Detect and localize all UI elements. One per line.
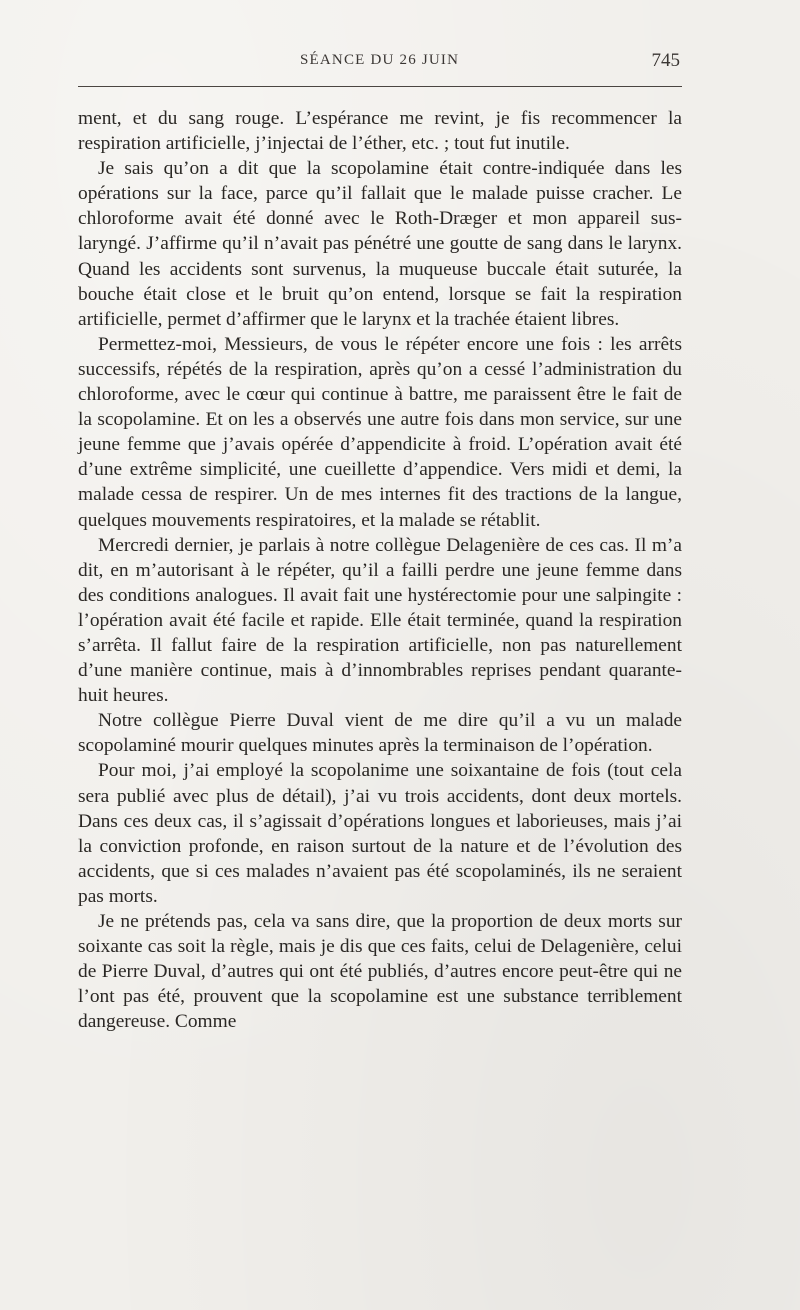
paragraph: Notre collègue Pierre Duval vient de me dire qu’il a vu un malade scopolaminé mourir quelques minutes après la terminaison de l’opération. — [78, 710, 682, 757]
paragraph-continued: ment, et du sang rouge. L’espérance me revint, je fis recommencer la respiration artificielle, j’injectai de l’éther, etc. ; tout fut inutile. — [78, 108, 682, 155]
page-header — [78, 52, 682, 72]
running-head: SÉANCE DU 26 JUIN — [300, 52, 460, 68]
page-number: 745 — [651, 50, 680, 71]
paragraph: Permettez-moi, Messieurs, de vous le répéter encore une fois : les arrêts successifs, répétés de la respiration, après qu’on a cessé l’administration du chloroforme, avec le cœur qui continue à battre, me paraissent être le fait de la scopolamine. Et on les a observés une autre fois dans mon service, sur une jeune femme que j’avais opérée d’appendicite à froid. L’opération avait été d’une extrême simplicité, une cueillette d’appendice. Vers midi et demi, la malade cessa de respirer. Un de mes internes fit des tractions de la langue, quelques mouvements respiratoires, et la malade se rétablit. — [78, 333, 682, 531]
body-text — [78, 106, 682, 1034]
paragraph: Je ne prétends pas, cela va sans dire, que la proportion de deux morts sur soixante cas soit la règle, mais je dis que ces faits, celui de Delagenière, celui de Pierre Duval, d’autres qui ont été publiés, d’autres encore peut-être qui ne l’ont pas été, prouvent que la scopolamine est une substance terriblement dangereuse. Comme — [78, 911, 682, 1033]
paragraph: Pour moi, j’ai employé la scopolanime une soixantaine de fois (tout cela sera publié avec plus de détail), j’ai vu trois accidents, dont deux mortels. Dans ces deux cas, il s’agissait d’opérations longues et laborieuses, mais j’ai la conviction profonde, en raison surtout de la nature et de l’évolution des accidents, que si ces malades n’avaient pas été scopolaminés, ils ne seraient pas morts. — [78, 760, 682, 907]
header-rule — [78, 86, 682, 87]
paragraph: Mercredi dernier, je parlais à notre collègue Delagenière de ces cas. Il m’a dit, en m’autorisant à le répéter, qu’il a failli perdre une jeune femme dans des conditions analogues. Il avait fait une hystérectomie pour une salpingite : l’opération avait été facile et rapide. Elle était terminée, quand la respiration s’arrêta. Il fallut faire de la respiration artificielle, non pas naturellement d’une manière continue, mais à d’innombrables reprises pendant quarante-huit heures. — [78, 534, 682, 707]
paragraph: Je sais qu’on a dit que la scopolamine était contre-indiquée dans les opérations sur la face, parce qu’il fallait que le malade puisse cracher. Le chloroforme avait été donné avec le Roth-Dræger et mon appareil sus-laryngé. J’affirme qu’il n’avait pas pénétré une goutte de sang dans le larynx. Quand les accidents sont survenus, la muqueuse buccale était suturée, la bouche était close et le bruit qu’on entend, lorsque se fait la respiration artificielle, permet d’affirmer que le larynx et la trachée étaient libres. — [78, 158, 682, 330]
